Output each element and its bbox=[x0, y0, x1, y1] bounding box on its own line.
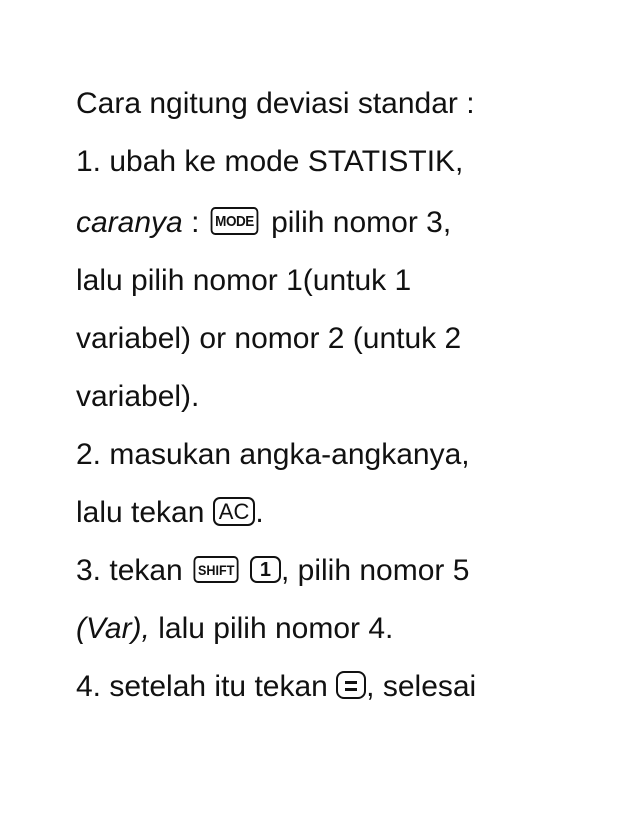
step-3-line-1-pre: 3. tekan bbox=[76, 554, 192, 587]
step-2-line-2-pre: lalu tekan bbox=[76, 496, 213, 529]
step-3-line-2 bbox=[76, 607, 616, 651]
step-1-line-2 bbox=[76, 201, 616, 245]
step-1-line-4: variabel) or nomor 2 (untuk 2 bbox=[76, 322, 462, 355]
step-2-line-2 bbox=[76, 491, 616, 535]
step-1-line-5: variabel). bbox=[76, 380, 200, 413]
document-page bbox=[76, 82, 616, 709]
step-4-line-1-pre: 4. setelah itu tekan bbox=[76, 670, 337, 703]
step-3-line-1-post: , pilih nomor 5 bbox=[281, 554, 470, 587]
one-key-icon: 1 bbox=[250, 556, 281, 583]
step-2-line-1: 2. masukan angka-angkanya, bbox=[76, 438, 470, 471]
shift-key-icon: SHIFT bbox=[194, 556, 239, 583]
caranya-text: caranya bbox=[76, 206, 183, 239]
step-1-line-3: lalu pilih nomor 1(untuk 1 bbox=[76, 264, 412, 297]
equals-key-icon bbox=[336, 671, 366, 699]
ac-key-icon: AC bbox=[213, 497, 256, 526]
step-4-line-1-post: , selesai bbox=[366, 670, 477, 703]
step-1-line-1: 1. ubah ke mode STATISTIK, bbox=[76, 145, 464, 178]
colon-text: : bbox=[182, 206, 208, 239]
step-1-line-2-rest: pilih nomor 3, bbox=[262, 206, 452, 239]
mode-key-icon: MODE bbox=[210, 207, 258, 235]
var-text: (Var), bbox=[76, 612, 150, 645]
step-2-line-2-post: . bbox=[255, 496, 264, 529]
step-4-line-1 bbox=[76, 665, 616, 709]
document-title: Cara ngitung deviasi standar : bbox=[76, 87, 475, 120]
step-3-line-1 bbox=[76, 549, 616, 593]
step-3-line-2-rest: lalu pilih nomor 4. bbox=[149, 612, 394, 645]
